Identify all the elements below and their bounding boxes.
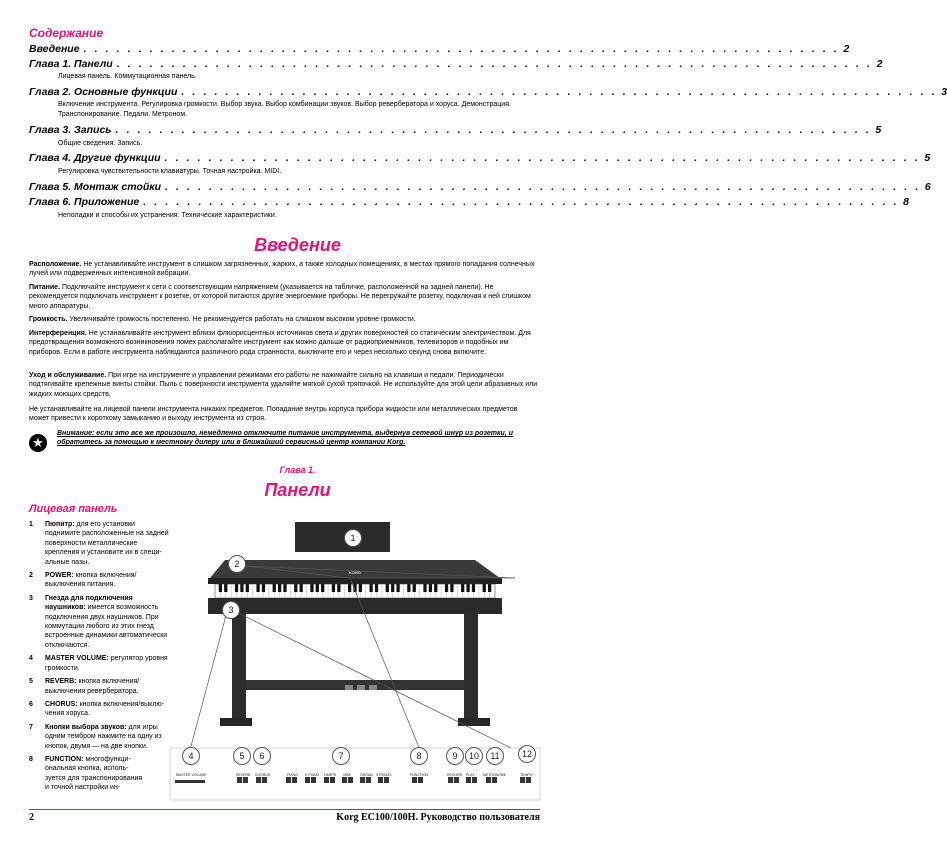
list-item [29, 677, 171, 696]
korg-logo: KORG [349, 570, 361, 575]
item-number: 3 [29, 594, 33, 602]
right-leg [464, 614, 478, 724]
black-key [488, 584, 491, 592]
black-key [434, 584, 437, 592]
toc-leader: . . . . . . . . . . . . . . . . . . . . . . . . . . . . . . . . . . . . . . . . . . . . . . . . . . . . . . . . . . . . . . . . . . . . . [164, 181, 921, 193]
black-key [391, 584, 394, 592]
black-key [423, 584, 426, 592]
panel-items-list [29, 520, 171, 797]
black-key [246, 584, 249, 592]
item-number: 8 [29, 755, 33, 763]
toc-label: Глава 6. Приложение [29, 196, 140, 208]
pedal [345, 685, 353, 690]
toc-leader: . . . . . . . . . . . . . . . . . . . . . . . . . . . . . . . . . . . . . . . . . . . . . . . . . . . . . . . . . . . . . . . . . . . . . [115, 124, 872, 136]
para-term: Интерференция. [29, 330, 87, 337]
black-key [332, 584, 335, 592]
toc-page: 6 [924, 181, 931, 193]
item-term: CHORUS: [45, 700, 78, 708]
black-key [273, 584, 276, 592]
list-item [29, 723, 163, 751]
callout-2: 2 [228, 555, 246, 573]
panel-label: HARPS [324, 773, 337, 777]
toc-page: 8 [903, 196, 909, 208]
toc-row[interactable] [29, 181, 931, 195]
list-item [29, 654, 171, 673]
callout-11: 11 [486, 747, 504, 765]
black-key [445, 584, 448, 592]
item-number: 5 [29, 678, 33, 686]
toc-row[interactable] [29, 58, 883, 72]
intro-heading: Введение [254, 235, 341, 255]
toc-page: 2 [843, 43, 850, 55]
intro-paragraph [29, 260, 539, 279]
item-text: имеется возможность подключения двух наушников. При коммутации любого из этих гнезд встроенные динамики автоматически отключаются. [45, 604, 168, 649]
black-key [472, 584, 475, 592]
black-key [256, 584, 259, 592]
toc-row[interactable] [29, 43, 850, 57]
toc-page: 2 [876, 58, 883, 70]
toc-leader: . . . . . . . . . . . . . . . . . . . . . . . . . . . . . . . . . . . . . . . . . . . . . . . . . . . . . . . . . . . . . . . . . . . . . [116, 58, 873, 70]
intro-paragraph [29, 371, 539, 399]
para-text: Не устанавливайте на лицевой панели инструмента никаких предметов. Попадание внутрь корпуса прибора жидкости или металлических предметов может привести к короткому замыканию и выходу инструмента из строя. [29, 406, 518, 423]
warning-text: Внимание: если это все же произошло, немедленно отключите питание инструмента, выдернув сетевой шнур из розетки, и обратитесь за помощью к местному дилеру или в ближайший сервисный центр компании Korg. [57, 430, 513, 447]
toc-leader: . . . . . . . . . . . . . . . . . . . . . . . . . . . . . . . . . . . . . . . . . . . . . . . . . . . . . . . . . . . . . . . . . . . . . [83, 43, 840, 55]
panel-label: PLAY [466, 773, 475, 777]
toc-page: 5 [924, 152, 931, 164]
intro-paragraph [29, 329, 539, 357]
panel-label: CHORUS [255, 773, 271, 777]
section-heading: Лицевая панель [29, 503, 118, 515]
panel-label: PIANO [287, 773, 298, 777]
black-key [359, 584, 362, 592]
item-term: Пюпитр: [45, 521, 75, 528]
toc-title: Содержание [29, 26, 104, 40]
volume-slider [175, 780, 205, 783]
toc-leader: . . . . . . . . . . . . . . . . . . . . . . . . . . . . . . . . . . . . . . . . . . . . . . . . . . . . . . . . . . . . . . . . . . . . . [143, 196, 900, 208]
music-rest [295, 522, 390, 552]
toc-label: Глава 4. Другие функции [29, 152, 161, 164]
toc-leader: . . . . . . . . . . . . . . . . . . . . . . . . . . . . . . . . . . . . . . . . . . . . . . . . . . . . . . . . . . . . . . . . . . . . . [181, 86, 938, 98]
para-text: При игре на инструменте и управлении режимами его работы не нажимайте сильно на клавиши и педали. Периодически подтягивайте крепежные винты стойки. Пыль с поверхности инструмента удаляйте мягкой сухой тряпочкой. Не используйте для этой цели абразивных или жидких моющих средств. [29, 372, 538, 398]
item-text: многофункциональная кнопка, используется для транспонирования и точной настройки ин- [45, 755, 143, 792]
pedal [357, 685, 365, 690]
item-text: кнопка включения/выключения ревербератора. [45, 678, 140, 695]
item-number: 2 [29, 572, 33, 580]
callout-7: 7 [332, 747, 350, 765]
toc-leader: . . . . . . . . . . . . . . . . . . . . . . . . . . . . . . . . . . . . . . . . . . . . . . . . . . . . . . . . . . . . . . . . . . . . . [164, 152, 921, 164]
toc-row[interactable] [29, 152, 931, 166]
panel-label: REVERB [236, 773, 251, 777]
toc-subtitle: Неполадки и способы их устранения. Технические характеристики. [58, 212, 277, 219]
panel-label: VIBE [343, 773, 351, 777]
black-key [316, 584, 319, 592]
list-item [29, 755, 145, 793]
left-foot [220, 718, 252, 726]
panel-label: RECORD [447, 773, 463, 777]
footer-rule [29, 809, 540, 810]
panel-label: TEMPO [520, 773, 533, 777]
toc-label: Введение [29, 43, 80, 55]
callout-12: 12 [518, 745, 536, 763]
para-term: Питание. [29, 284, 61, 291]
black-key [386, 584, 389, 592]
item-text: кнопка включения/выключения хоруса. [45, 700, 164, 718]
black-key [429, 584, 432, 592]
black-key [337, 584, 340, 592]
toc-label: Глава 5. Монтаж стойки [29, 181, 161, 193]
item-term: MASTER VOLUME: [45, 655, 109, 663]
toc-subtitle: Общие сведения. Запись. [58, 140, 143, 147]
list-item [29, 571, 171, 590]
item-term: Кнопки выбора звуков: [45, 723, 127, 731]
callout-8: 8 [410, 747, 428, 765]
item-number: 6 [29, 700, 33, 708]
item-term: POWER: [45, 572, 74, 580]
toc-label: Глава 2. Основные функции [29, 86, 178, 98]
para-text: Не устанавливайте инструмент вблизи флюорисцентных источников света и других поверхностей со статическим электричеством. Для предотвращения возможного возникновения помех располагайте инструмент как можно дальше от радиоприемников, телевизоров и подобных им приборов. Если в работе инструмента наблюдаются различного рода странности, выключите его и через несколько секунд снова включите. [29, 330, 531, 356]
piano-cheek [208, 578, 502, 584]
para-text: Увеличивайте громкость постепенно. Не рекомендуется работать на слишком высоком уровне громкости. [67, 316, 416, 323]
panel-label: METRONOME [483, 773, 507, 777]
pedal-board [246, 680, 464, 690]
black-key [310, 584, 313, 592]
page-number: 2 [29, 812, 34, 823]
black-key [294, 584, 297, 592]
callout-1: 1 [344, 529, 362, 547]
intro-paragraph [29, 283, 539, 311]
toc-row[interactable] [29, 86, 947, 100]
black-key [407, 584, 410, 592]
panel-label: FUNCTION [410, 773, 429, 777]
panel-label: E.PIANO [305, 773, 320, 777]
panel-label: STRINGS [376, 773, 392, 777]
black-key [413, 584, 416, 592]
callout-4: 4 [182, 747, 200, 765]
item-text: регулятор уровня громкости. [45, 655, 168, 672]
toc-label: Глава 1. Панели [29, 58, 113, 70]
item-number: 1 [29, 521, 33, 528]
black-key [370, 584, 373, 592]
black-key [466, 584, 469, 592]
toc-page: 5 [875, 124, 882, 136]
toc-subtitle: Регулировка чувствительности клавиатуры. Точная настройка. MIDI. [58, 168, 282, 175]
para-text: Не устанавливайте инструмент в слишком загрязненных, жарких, а также холодных помещениях, в местах прямого попадания солнечных лучей или подверженных интенсивной вибрации. [29, 261, 535, 278]
list-item [29, 594, 171, 650]
callout-5: 5 [233, 747, 251, 765]
intro-paragraph [29, 405, 539, 424]
black-key [461, 584, 464, 592]
warning-star-icon: ★ [29, 434, 47, 452]
black-key [483, 584, 486, 592]
black-key [262, 584, 265, 592]
list-item [29, 520, 171, 567]
para-term: Громкость. [29, 316, 68, 323]
item-term: REVERB: [45, 678, 77, 686]
para-text: Подключайте инструмент к сети с соответствующим напряжением (указывается на табличке, расположенной на задней панели). Не рекомендуется подключать инструмент к розетке, от которой питаются другие энергоемкие приборы. Не перегружайте розетку, подключая к ней слишком много аппаратуры. [29, 284, 531, 310]
piano-front [208, 598, 502, 614]
item-text: кнопка включения/выключения питания. [45, 572, 137, 589]
callout-3: 3 [222, 601, 240, 619]
callout-6: 6 [253, 747, 271, 765]
black-key [300, 584, 303, 592]
item-number: 4 [29, 655, 33, 663]
right-foot [458, 718, 490, 726]
callout-10: 10 [465, 747, 483, 765]
black-key [283, 584, 286, 592]
black-key [450, 584, 453, 592]
black-key [396, 584, 399, 592]
item-text: для его установки поднимите расположенные на задней поверхности металлические крепления и установите их в специальные пазы. [45, 521, 169, 566]
panel-label: ORGAN [360, 773, 373, 777]
toc-page: 3 [941, 86, 947, 98]
black-key [235, 584, 238, 592]
callout-9: 9 [446, 747, 464, 765]
item-term: FUNCTION: [45, 755, 84, 763]
black-key [348, 584, 351, 592]
footer-title: Korg EC100/100H. Руководство пользователя [336, 812, 540, 823]
list-item [29, 700, 171, 719]
item-term: Гнезда для подключения наушников: [45, 594, 133, 612]
intro-paragraph [29, 315, 539, 324]
black-key [321, 584, 324, 592]
para-term: Расположение. [29, 261, 82, 268]
toc-row[interactable] [29, 124, 882, 138]
left-leg [232, 614, 246, 724]
pedal [369, 685, 377, 690]
black-key [240, 584, 243, 592]
black-key [224, 584, 227, 592]
black-key [375, 584, 378, 592]
toc-subtitle: Лицевая панель. Коммутационная панель. [58, 73, 197, 80]
black-key [219, 584, 222, 592]
toc-label: Глава 3. Запись [29, 124, 112, 136]
item-text: для игры одним тембром нажмите на одну из кнопок, двумя — на две кнопки. [45, 723, 162, 750]
chapter-title: Панели [264, 480, 331, 500]
chapter-label: Глава 1. [279, 465, 316, 475]
piano-illustration [170, 520, 540, 805]
panel-label: MASTER VOLUME [176, 773, 207, 777]
para-term: Уход и обслуживание. [29, 372, 107, 379]
toc-subtitle: Включение инструмента. Регулировка громкости. Выбор звука. Выбор комбинации звуков. Выбор ревербератора и хоруса. Демонстрация. Транспонирование. Педали. Метроном. [58, 101, 511, 118]
toc-row[interactable] [29, 196, 909, 210]
black-key [278, 584, 281, 592]
item-number: 7 [29, 723, 33, 731]
